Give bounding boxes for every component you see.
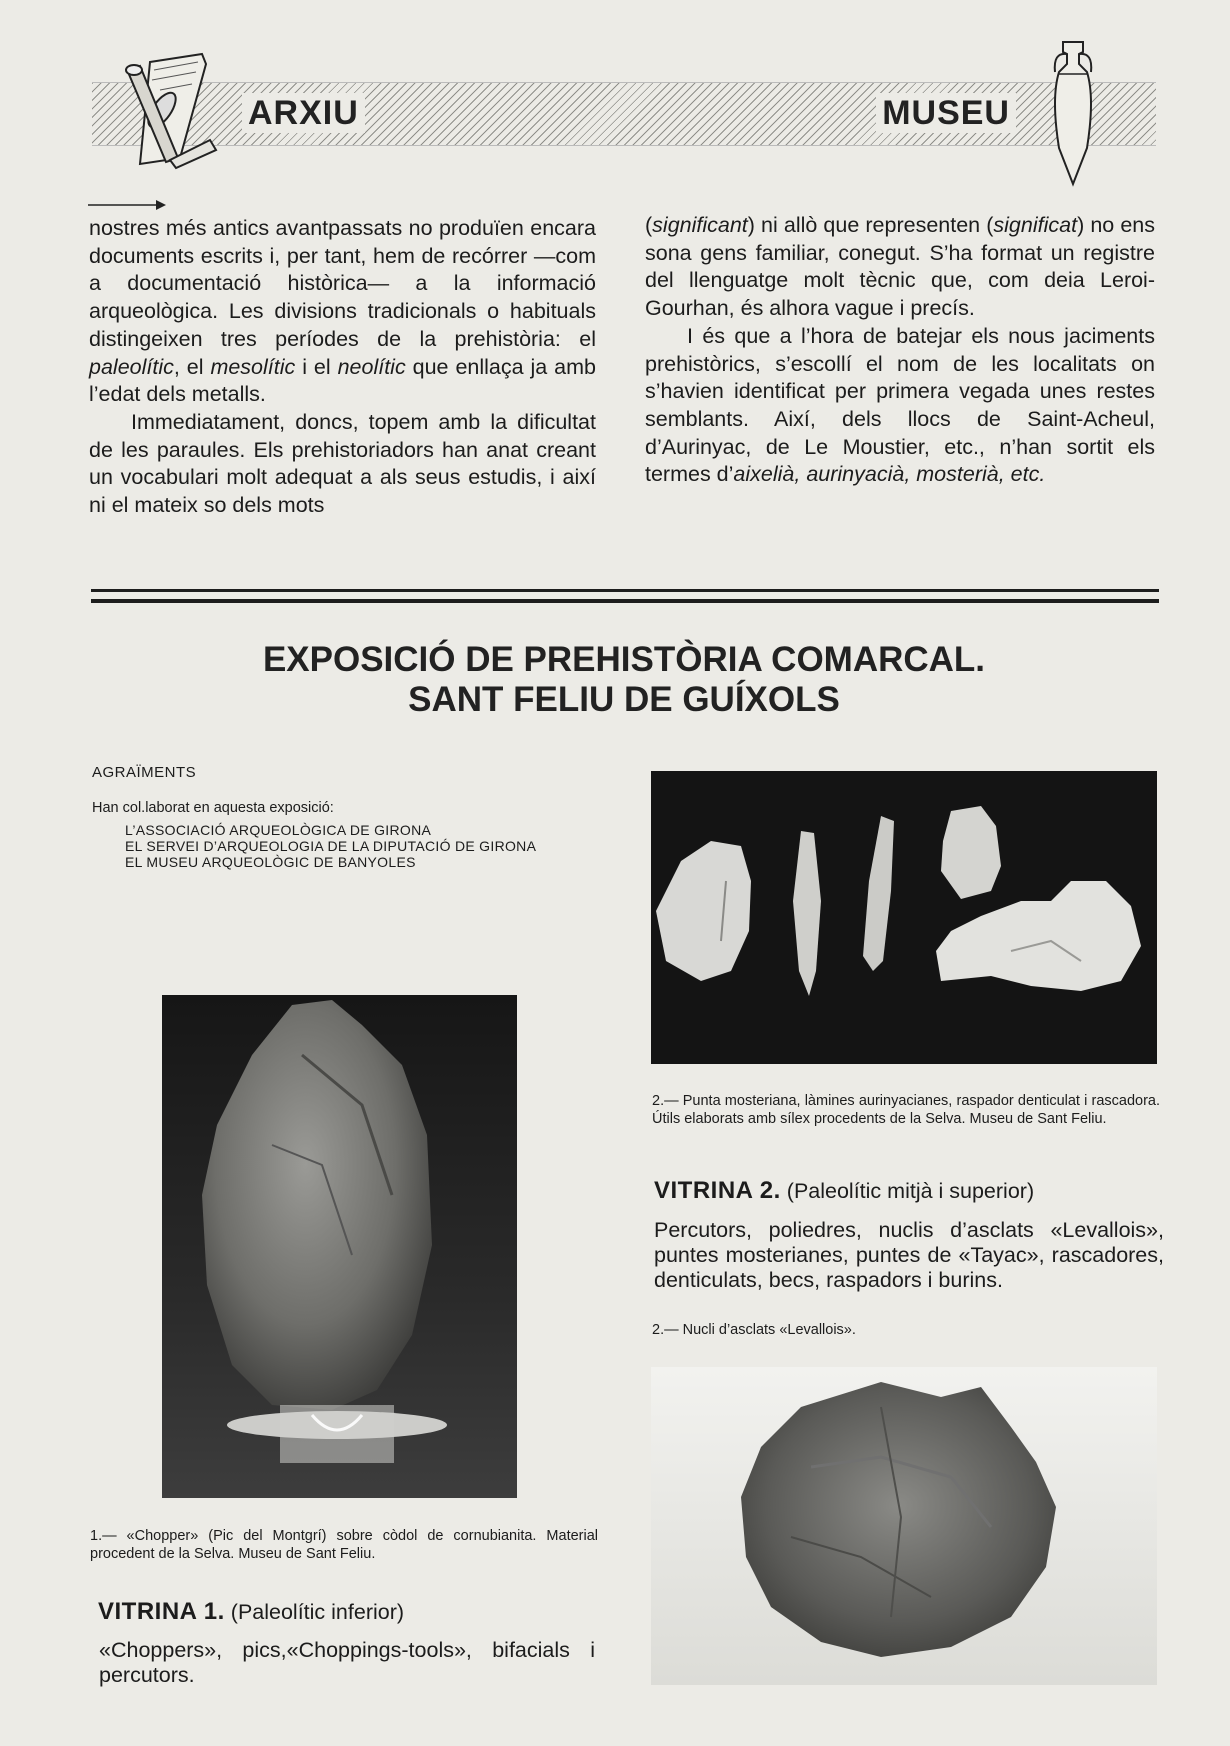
- right-paragraph-2: I és que a l’hora de batejar els nous jaciments prehistòrics, s’escollí el nom de les localitats on s’havien identificat per primera vegada unes restes semblants. Així, dels llocs de Saint-Acheul, d’Aurinyac, de Le Moustier, etc., n’han sortit els termes d’aixelià, aurinyacià, mosterià, etc.: [645, 323, 1155, 487]
- org-item: EL MUSEU ARQUEOLÒGIC DE BANYOLES: [125, 854, 416, 870]
- divider-rule: [91, 599, 1159, 603]
- left-text-column: [89, 215, 596, 520]
- right-paragraph-1: (significant) ni allò que representen (significat) no ens sona gens familiar, conegut. S’ha format un registre del llenguatge molt tècnic que, com deia Leroi-Gourhan, és alhora vague i precís.: [645, 213, 1155, 321]
- header-banner: [92, 82, 1156, 146]
- acknowledgements-intro: Han col.laborat en aquesta exposició:: [92, 800, 334, 816]
- right-text-column: [645, 212, 1155, 489]
- vitrina-1-heading: VITRINA 1. (Paleolític inferior): [98, 1598, 405, 1625]
- header-left-label: ARXIU: [242, 93, 365, 133]
- vitrina-2-heading: VITRINA 2. (Paleolític mitjà i superior): [654, 1177, 1035, 1204]
- acknowledgements-heading: AGRAÏMENTS: [92, 764, 197, 781]
- scroll-icon: [110, 50, 230, 175]
- left-paragraph-2: Immediatament, doncs, topem amb la dificultat de les paraules. Els prehistoriadors han anat creant un vocabulari molt adequat a als seus estudis, i així ni el mateix so dels mots: [89, 409, 596, 518]
- vitrina-1-text: «Choppers», pics,«Choppings-tools», bifacials i percutors.: [99, 1638, 595, 1687]
- amphora-icon: [1045, 38, 1100, 188]
- caption-photo-3: 2.— Nucli d’asclats «Levallois».: [652, 1322, 856, 1338]
- caption-photo-1: 1.— «Chopper» (Pic del Montgrí) sobre còdol de cornubianita. Material procedent de la Selva. Museu de Sant Feliu.: [90, 1528, 598, 1562]
- divider-rule: [91, 589, 1159, 592]
- vitrina-2-text: Percutors, poliedres, nuclis d’asclats «Levallois», puntes mosterianes, puntes de «Tayac», rascadores, denticulats, becs, raspadors i burins.: [654, 1218, 1164, 1292]
- continuation-arrow-icon: [88, 198, 168, 212]
- section-title: EXPOSICIÓ DE PREHISTÒRIA COMARCAL. SANT FELIU DE GUÍXOLS: [262, 640, 986, 719]
- acknowledgements-list: [125, 822, 536, 870]
- left-paragraph-1: nostres més antics avantpassats no produïen encara documents escrits i, per tant, hem de recórrer —com a documentació històrica— a la informació arqueològica. Les divisions tradicionals o habituals distingeixen tres períodes de la prehistòria: el paleolític, el mesolític i el neolític que enllaça ja amb l’edat dels metalls.: [89, 216, 596, 407]
- org-item: EL SERVEI D’ARQUEOLOGIA DE LA DIPUTACIÓ DE GIRONA: [125, 838, 537, 854]
- org-item: L’ASSOCIACIÓ ARQUEOLÒGICA DE GIRONA: [125, 822, 432, 838]
- photo-stone-tools: [651, 771, 1157, 1064]
- caption-photo-2: 2.— Punta mosteriana, làmines aurinyacianes, raspador denticulat i rascadora. Útils elaborats amb sílex procedents de la Selva. Museu de Sant Feliu.: [652, 1093, 1160, 1127]
- photo-chopper: [162, 995, 517, 1498]
- header-right-label: MUSEU: [876, 93, 1016, 133]
- photo-levallois-core: [651, 1367, 1157, 1685]
